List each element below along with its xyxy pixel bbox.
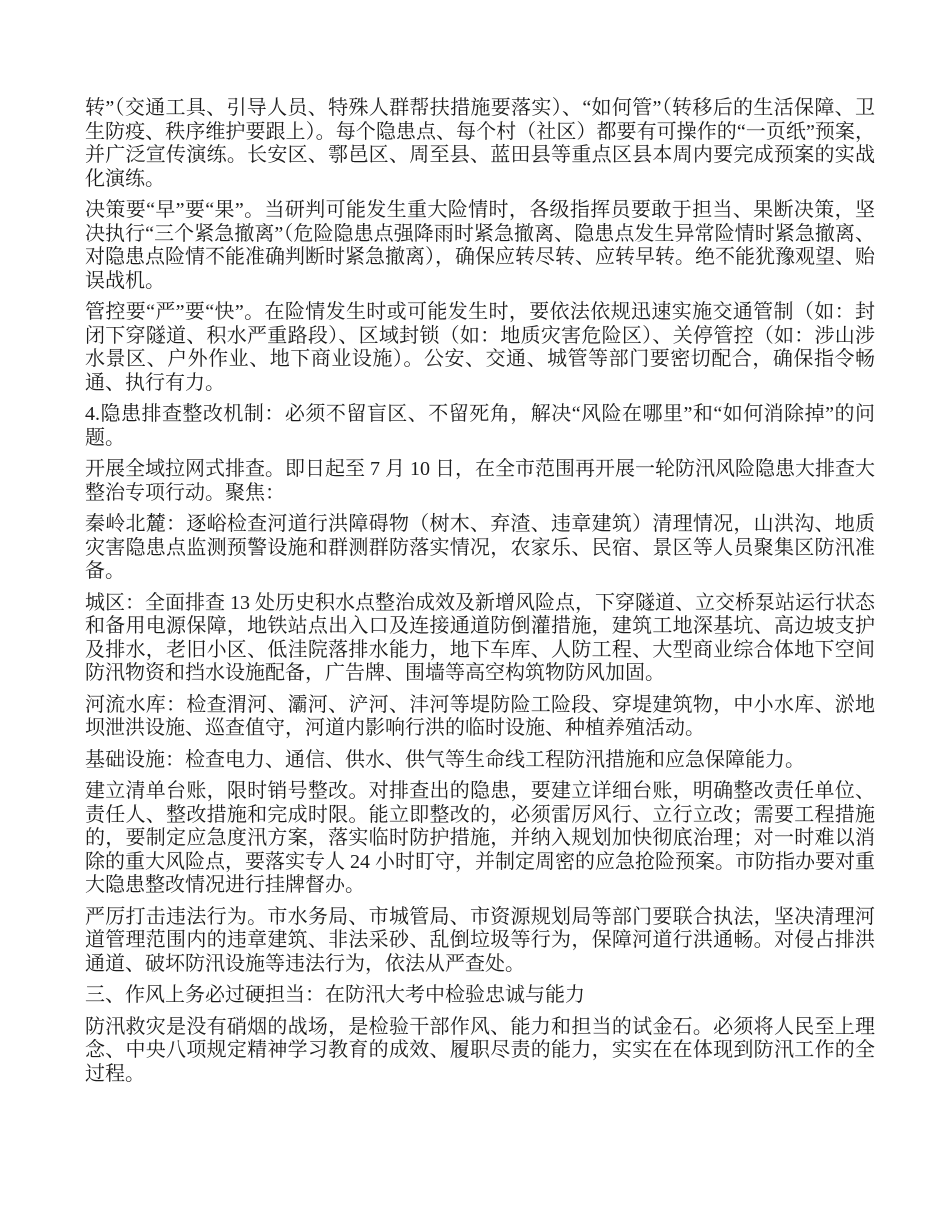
paragraph-item-4-hazard-mechanism: 4.隐患排查整改机制：必须不留盲区、不留死角，解决“风险在哪里”和“如何消除掉”的问题。 (85, 403, 875, 449)
section-heading-part-three: 三、作风上务必过硬担当：在防汛大考中检验忠诚与能力 (85, 984, 585, 1006)
paragraph-citywide-inspection: 开展全域拉网式排查。即日起至 7 月 10 日，在全市范围再开展一轮防汛风险隐患大排查大整治专项行动。聚焦： (85, 458, 875, 504)
paragraph-decision-early: 决策要“早”要“果”。当研判可能发生重大险情时，各级指挥员要敢于担当、果断决策，坚决执行“三个紧急撤离”（危险隐患点强降雨时紧急撤离、隐患点发生异常险情时紧急撤离、对隐患点险情不能准确判断时紧急撤离），确保应转尽转、应转早转。绝不能犹豫观望、贻误战机。 (85, 199, 875, 292)
paragraph-transfer-management: 转”（交通工具、引导人员、特殊人群帮扶措施要落实）、“如何管”（转移后的生活保障、卫生防疫、秩序维护要跟上）。每个隐患点、每个村（社区）都要有可操作的“一页纸”预案，并广泛宣传演练。长安区、鄠邑区、周至县、蓝田县等重点区县本周内要完成预案的实战化演练。 (85, 97, 875, 190)
paragraph-qinling-north-foothills: 秦岭北麓：逐峪检查河道行洪障碍物（树木、弃渣、违章建筑）清理情况，山洪沟、地质灾害隐患点监测预警设施和群测群防落实情况，农家乐、民宿、景区等人员聚集区防汛准备。 (85, 513, 875, 582)
paragraph-control-strict: 管控要“严”要“快”。在险情发生时或可能发生时，要依法依规迅速实施交通管制（如：封闭下穿隧道、积水严重路段）、区域封锁（如：地质灾害危险区）、关停管控（如：涉山涉水景区、户外作业、地下商业设施）。公安、交通、城管等部门要密切配合，确保指令畅通、执行有力。 (85, 301, 875, 394)
paragraph-flood-battlefield: 防汛救灾是没有硝烟的战场，是检验干部作风、能力和担当的试金石。必须将人民至上理念、中央八项规定精神学习教育的成效、履职尽责的能力，实实在在体现到防汛工作的全过程。 (85, 1015, 875, 1085)
paragraph-urban-area: 城区：全面排查 13 处历史积水点整治成效及新增风险点，下穿隧道、立交桥泵站运行状态和备用电源保障，地铁站点出入口及连接通道防倒灌措施，建筑工地深基坑、高边坡支护及排水，老旧小区、低洼院落排水能力，地下车库、人防工程、大型商业综合体地下空间防汛物资和挡水设施配备，广告牌、围墙等高空构筑物防风加固。 (85, 591, 875, 684)
document-page (85, 0, 875, 1086)
paragraph-infrastructure: 基础设施：检查电力、通信、供水、供气等生命线工程防汛措施和应急保障能力。 (85, 748, 805, 771)
paragraph-rivers-reservoirs: 河流水库：检查渭河、灞河、浐河、沣河等堤防险工险段、穿堤建筑物，中小水库、淤地坝泄洪设施、巡查值守，河道内影响行洪的临时设施、种植养殖活动。 (85, 693, 875, 739)
paragraph-ledger-rectification: 建立清单台账，限时销号整改。对排查出的隐患，要建立详细台账，明确整改责任单位、责任人、整改措施和完成时限。能立即整改的，必须雷厉风行、立行立改；需要工程措施的，要制定应急度汛方案，落实临时防护措施，并纳入规划加快彻底治理；对一时难以消除的重大风险点，要落实专人 24 小时盯守，并制定周密的应急抢险预案。市防指办要对重大隐患整改情况进行挂牌督办。 (85, 780, 875, 896)
paragraph-crackdown-illegal-acts: 严厉打击违法行为。市水务局、市城管局、市资源规划局等部门要联合执法，坚决清理河道管理范围内的违章建筑、非法采砂、乱倒垃圾等行为，保障河道行洪通畅。对侵占排洪通道、破坏防汛设施等违法行为，依法从严查处。 (85, 905, 875, 975)
